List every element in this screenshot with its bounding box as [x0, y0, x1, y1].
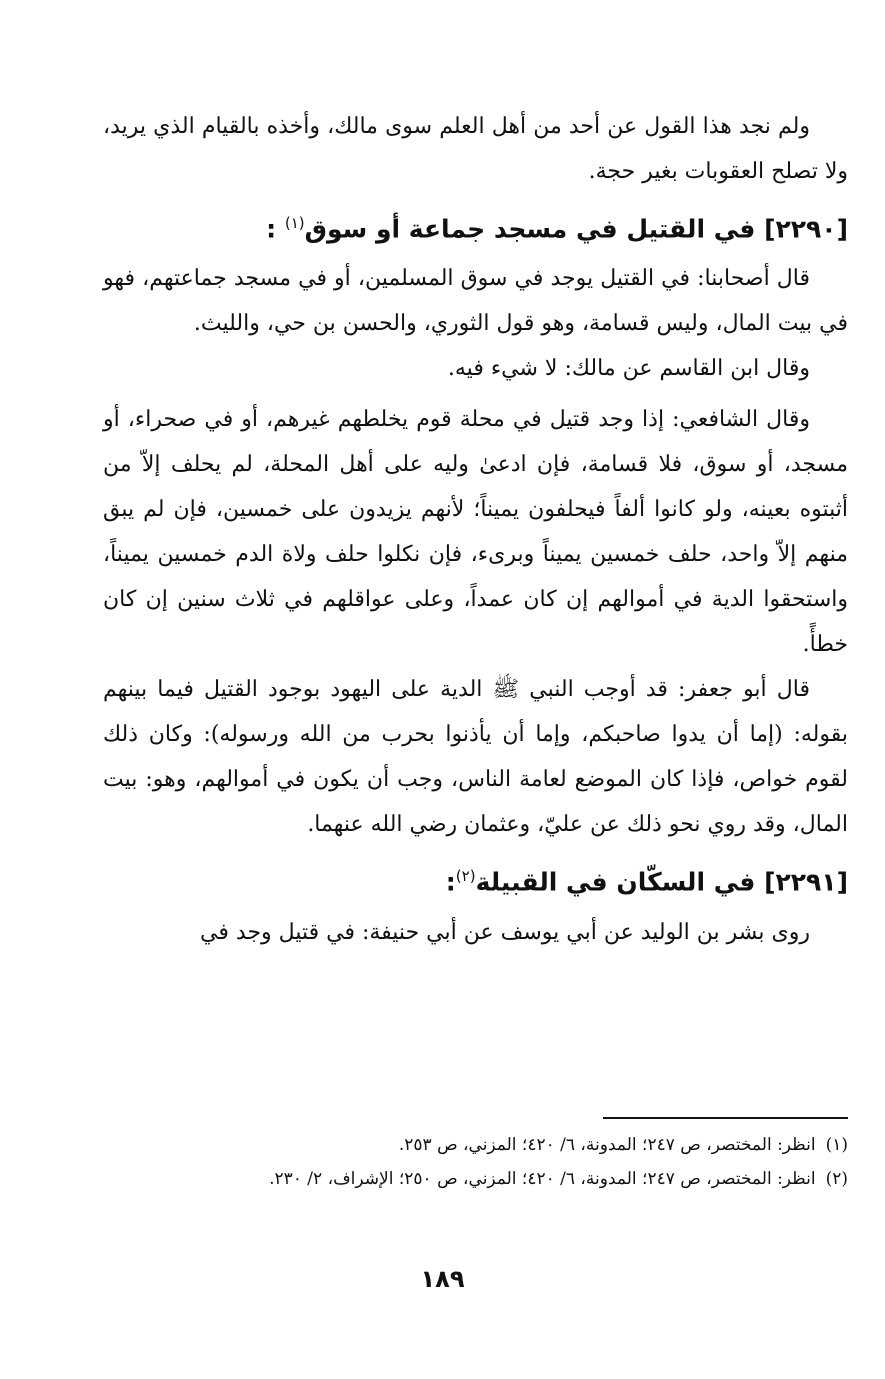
heading-colon: : [266, 214, 277, 244]
paragraph-4: وقال الشافعي: إذا وجد قتيل في محلة قوم يخلطهم غيرهم، أو في صحراء، أو مسجد، أو سوق، فلا قسامة، فإن ادعىٰ وليه على أهل المحلة، لم يحلف إلاّ من أثبتوه بعينه، ولو كانوا ألفاً فيحلفون يميناً؛ لأنهم يزيدون على خمسين، فإن لم يبق منهم إلاّ واحد، حلف خمسين يميناً وبرىء، فإن نكلوا حلف ولاة الدم خمسين يميناً، واستحقوا الدية في أموالهم إن كان عمداً، وعلى عواقلهم في ثلاث سنين إن كان خطأً. [103, 407, 848, 658]
footnote-ref-2[interactable]: (٢) [455, 867, 476, 886]
footnote-ref-1[interactable]: (١) [284, 214, 305, 232]
heading-colon: : [445, 867, 456, 897]
footnote-2 [103, 1162, 848, 1196]
heading-text: [٢٢٩١] في السكّان في القبيلة [475, 867, 848, 897]
footnote-1 [103, 1128, 848, 1162]
footnote-divider [603, 1117, 848, 1119]
paragraph-6: روى بشر بن الوليد عن أبي يوسف عن أبي حنيفة: في قتيل وجد في [200, 919, 810, 945]
paragraph-3: وقال ابن القاسم عن مالك: لا شيء فيه. [447, 356, 810, 382]
page-number: ١٨٩ [420, 1265, 465, 1293]
paragraph-2: قال أصحابنا: في القتيل يوجد في سوق المسلمين، أو في مسجد جماعتهم، فهو في بيت المال، وليس قسامة، وهو قول الثوري، والحسن بن حي، والليث. [103, 266, 848, 337]
paragraph-5: قال أبو جعفر: قد أوجب النبي ﷺ الدية على اليهود بوجود القتيل فيما بينهم بقوله: (إما أن يدوا صاحبكم، وإما أن يأذنوا بحرب من الله ورسوله): وكان ذلك لقوم خواص، فإذا كان الموضع لعامة الناس، وجب أن يكون في أموالهم، وهو: بيت المال، وقد روي نحو ذلك عن عليّ، وعثمان رضي الله عنهما. [103, 677, 848, 838]
footnote-text: انظر: المختصر، ص ٢٤٧؛ المدونة، ٦/ ٤٢٠؛ المزني، ص ٢٥٠؛ الإشراف، ٢/ ٢٣٠. [269, 1169, 816, 1189]
footnotes [103, 1128, 848, 1196]
heading-text: [٢٢٩٠] في القتيل في مسجد جماعة أو سوق [304, 214, 848, 244]
footnote-number: (١) [825, 1135, 848, 1155]
section-heading-2290 [103, 198, 848, 254]
section-heading-2291 [103, 851, 848, 907]
footnote-number: (٢) [825, 1169, 848, 1189]
page-body [103, 104, 848, 955]
footnote-text: انظر: المختصر، ص ٢٤٧؛ المدونة، ٦/ ٤٢٠؛ المزني، ص ٢٥٣. [398, 1135, 816, 1155]
paragraph-1: ولم نجد هذا القول عن أحد من أهل العلم سوى مالك، وأخذه بالقيام الذي يريد، ولا تصلح العقوبات بغير حجة. [103, 114, 848, 184]
